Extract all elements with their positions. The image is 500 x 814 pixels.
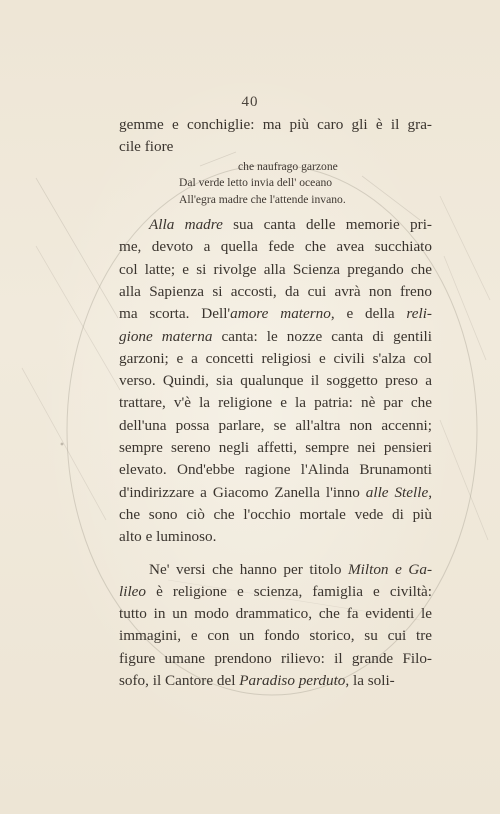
text-line [119,214,432,236]
paragraph [119,214,432,548]
text-line [119,581,432,603]
text-span: garzoni; e a concetti religiosi e civili s'alza col [119,349,432,367]
text-span: , [428,483,432,501]
verse-quotation [119,159,432,209]
text-span: verso. Quindi, sia qualunque il soggetto preso a [119,372,432,390]
text-line [119,392,432,414]
text-span: sofo, il Cantore del [119,672,240,690]
text-line [119,625,432,647]
text-line [119,504,432,526]
italic-text-span: Milton e Ga- [348,560,433,578]
text-line [119,326,432,348]
text-line [119,459,432,481]
italic-text-span: amore materno [230,305,331,323]
verse-line: Dal verde letto invia dell' oceano [179,176,333,190]
text-span: che sono ciò che l'occhio mortale vede di più [119,505,432,523]
text-span: dell'una possa parlare, se all'altra non accenni; [119,416,432,434]
text-span: ma scorta. Dell' [119,305,231,323]
text-span: figure umane prendono rilievo: il grande Filo- [119,649,432,667]
text-span: col latte; e si rivolge alla Scienza pregando che [119,260,432,278]
text-span: d'indirizzare a Giacomo Zanella l'inno [119,483,366,501]
italic-text-span: lileo [119,582,146,600]
text-line [119,348,432,370]
text-line [119,437,432,459]
text-span: trattare, v'è la religione e la patria: nè par che [119,394,432,412]
text-line [119,259,432,281]
text-span: sua canta delle memorie pri- [222,216,432,234]
text-span: elevato. Ond'ebbe ragione l'Alinda Brunamonti [119,461,432,479]
text-span: sempre sereno negli affetti, sempre nei pensieri [119,439,432,457]
paragraph [119,559,432,693]
text-line [119,559,432,581]
text-line [119,114,432,136]
text-span: me, devoto a quella fede che avea succhiato [119,238,432,256]
italic-text-span: reli- [406,305,432,323]
text-line [119,370,432,392]
text-line [119,236,432,258]
text-span: alto e luminoso. [119,528,217,546]
text-line [119,526,432,548]
verse-line: che naufrago garzone [238,159,338,173]
page-number: 40 [241,94,259,110]
text-span: immagini, e con un fondo storico, su cui tre [119,627,432,645]
italic-text-span: gione materna [119,327,213,345]
text-line [119,303,432,325]
text-line [119,648,432,670]
text-span: , e della [330,305,407,323]
italic-text-span: Paradiso perduto [239,672,346,690]
text-line [119,670,432,692]
verse-line: All'egra madre che l'attende invano. [179,192,346,206]
text-span: gemme e conchiglie: ma più caro gli è il gra- [119,116,432,133]
italic-text-span: Alla madre [149,216,223,234]
italic-text-span: alle Stelle [365,483,429,501]
text-span: canta: le nozze canta di gentili [212,327,432,345]
text-line [119,482,432,504]
text-span: , la soli- [345,672,395,690]
text-span: Ne' versi che hanno per titolo [149,560,349,578]
text-line [119,603,432,625]
body-text [119,114,432,692]
text-span: alla Sapienza si accosti, da cui avrà non freno [119,282,432,300]
text-span: è religione e scienza, famiglia e civiltà: [146,582,432,600]
text-span: tutto in un modo drammatico, che fa evidenti le [119,605,432,623]
text-line [119,281,432,303]
text-line [119,136,432,158]
text-span: cile fiore [119,138,174,156]
text-line [119,415,432,437]
